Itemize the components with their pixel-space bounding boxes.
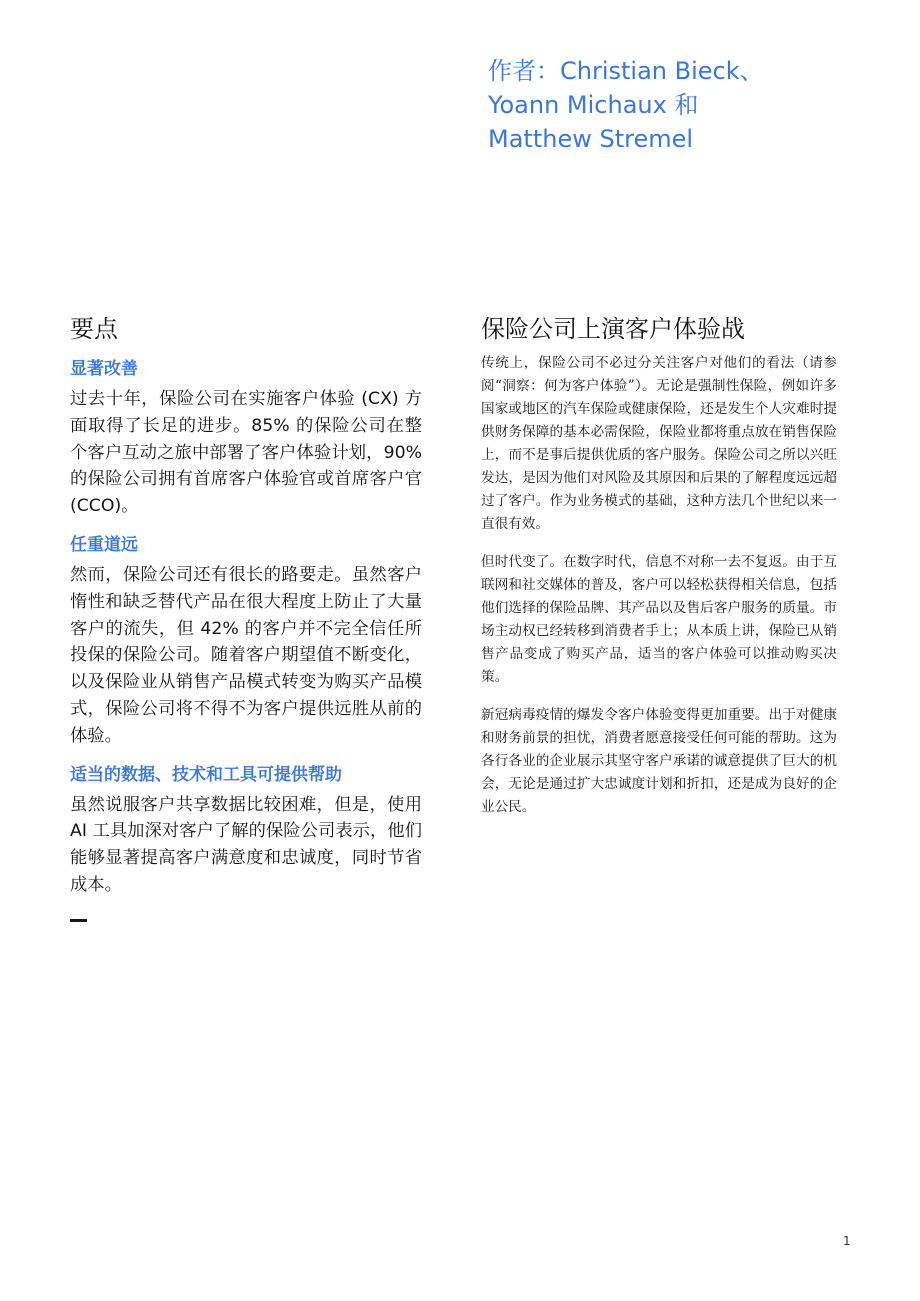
article-paragraph: 但时代变了。在数字时代，信息不对称一去不复返。由于互联网和社交媒体的普及，客户可以轻松获得相关信息，包括他们选择的保险品牌、其产品以及售后客户服务的质量。市场主动权已经转移到消费者手上；从本质上讲，保险已从销售产品变成了购买产品，适当的客户体验可以推动购买决策。 bbox=[481, 554, 837, 685]
page-number: 1 bbox=[843, 1234, 851, 1248]
author-line: Matthew Stremel bbox=[488, 125, 694, 153]
section-heading: 适当的数据、技术和工具可提供帮助 bbox=[70, 764, 342, 785]
section-heading: 任重道远 bbox=[70, 534, 138, 555]
article-paragraph: 传统上，保险公司不必过分关注客户对他们的看法（请参阅“洞察：何为客户体验”）。无论是强制性保险，例如许多国家或地区的汽车保险或健康保险，还是发生个人灾难时提供财务保障的基本必需保险，保险业都将重点放在销售保险上，而不是事后提供优质的客户服务。保险公司之所以兴旺发达，是因为他们对风险及其原因和后果的了解程度远远超过了客户。作为业务模式的基础，这种方法几个世纪以来一直很有效。 bbox=[481, 355, 837, 532]
article-paragraph: 新冠病毒疫情的爆发令客户体验变得更加重要。出于对健康和财务前景的担忧，消费者愿意接受任何可能的帮助。这为各行各业的企业展示其坚守客户承诺的诚意提供了巨大的机会，无论是通过扩大忠诚度计划和折扣，还是成为良好的企业公民。 bbox=[481, 707, 837, 815]
key-points-column bbox=[70, 310, 422, 922]
article-title: 保险公司上演客户体验战 bbox=[481, 315, 745, 343]
author-line: 作者：Christian Bieck、 bbox=[488, 57, 764, 85]
end-dash-divider bbox=[70, 919, 87, 922]
section-text: 然而，保险公司还有很长的路要走。虽然客户惰性和缺乏替代产品在很大程度上防止了大量客户的流失，但 42% 的客户并不完全信任所投保的保险公司。随着客户期望值不断变化，以及保险业从销售产品模式转变为购买产品模式，保险公司将不得不为客户提供远胜从前的体验。 bbox=[70, 564, 422, 746]
author-line: Yoann Michaux 和 bbox=[488, 91, 699, 119]
article-column bbox=[481, 310, 837, 834]
key-points-title: 要点 bbox=[70, 315, 118, 343]
section-heading: 显著改善 bbox=[70, 359, 138, 379]
section-text: 过去十年，保险公司在实施客户体验 (CX) 方面取得了长足的进步。85% 的保险公司在整个客户互动之旅中部署了客户体验计划，90% 的保险公司拥有首席客户体验官或首席客户官 (CCO)。 bbox=[70, 389, 422, 517]
section-text: 虽然说服客户共享数据比较困难，但是，使用 AI 工具加深对客户了解的保险公司表示，他们能够显著提高客户满意度和忠诚度，同时节省成本。 bbox=[70, 794, 422, 895]
author-byline bbox=[488, 54, 888, 156]
